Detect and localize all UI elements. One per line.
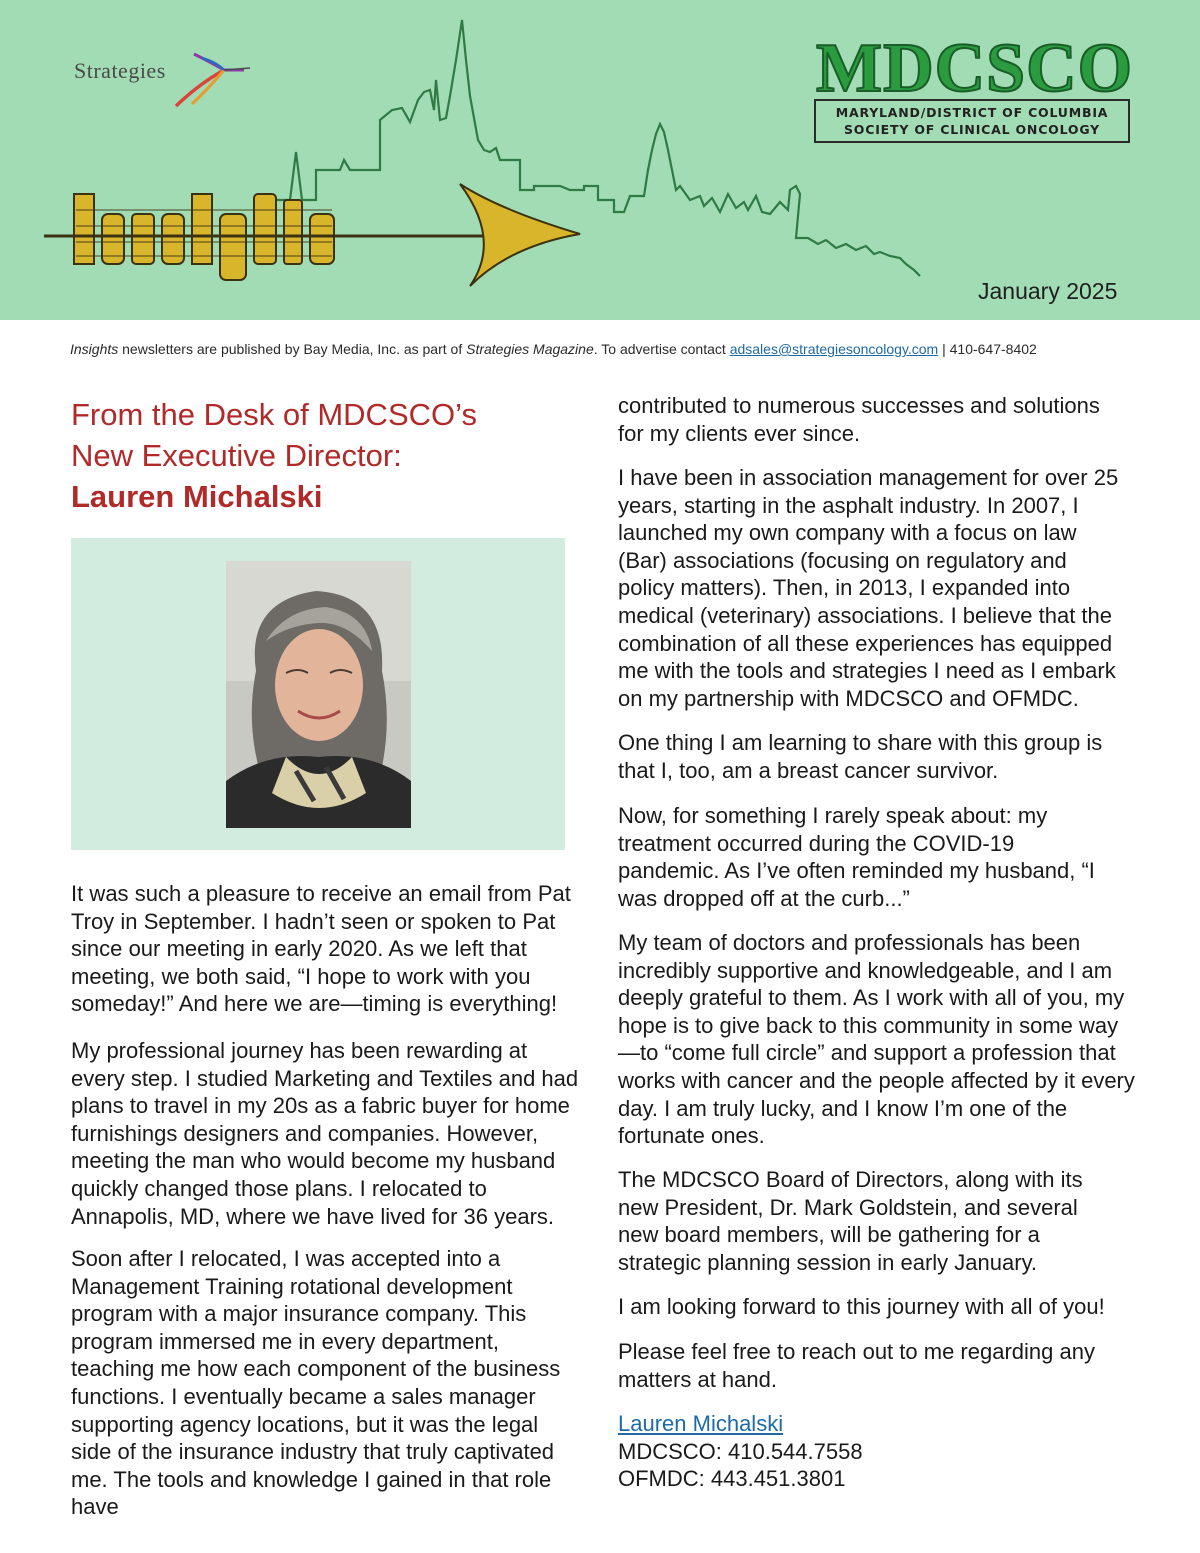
- publisher-text-b: . To advertise contact: [593, 341, 730, 357]
- signature-name-link[interactable]: Lauren Michalski: [618, 1411, 784, 1436]
- headline-author: Lauren Michalski: [71, 479, 323, 514]
- insights-wordmark-graphic: [40, 180, 600, 290]
- left-paragraph-3: Soon after I relocated, I was accepted into a Management Training rotational development program with a major insurance company. This program immersed me in every department, teaching me how each component of the business functions. I eventually became a sales manager supporting agency locations, but it was the legal side of the insurance industry that truly captivated me. The tools and knowledge I gained in that role have: [71, 1246, 561, 1520]
- publisher-line: [70, 341, 1037, 357]
- left-paragraph-1: It was such a pleasure to receive an email from Pat Troy in September. I hadn’t seen or spoken to Pat since our meeting in early 2020. As we left that meeting, we both said, “I hope to work with you someday!” And here we are—timing is everything!: [71, 881, 571, 1017]
- mdcsco-logo-text: MDCSCO: [816, 30, 1134, 107]
- article-headline: [71, 394, 571, 517]
- signature-block: [618, 1410, 1158, 1493]
- org-full-name-box: [814, 99, 1130, 143]
- ad-sales-email-link[interactable]: adsales@strategiesoncology.com: [729, 341, 939, 357]
- org-name-line2: SOCIETY OF CLINICAL ONCOLOGY: [844, 122, 1100, 137]
- author-portrait-image: [226, 561, 411, 828]
- headline-line1: From the Desk of MDCSCO’s: [71, 397, 477, 432]
- left-paragraph-2: My professional journey has been rewarding at every step. I studied Marketing and Textiles and had plans to travel in my 20s as a fabric buyer for home furnishings designers and companies. However, meeting the man who would become my husband quickly changed those plans. I relocated to Annapolis, MD, where we have lived for 36 years.: [71, 1038, 579, 1229]
- right-paragraph-4: Now, for something I rarely speak about: my treatment occurred during the COVID-19 pandemic. As I’ve often reminded my husband, “I was dropped off at the curb...”: [618, 803, 1095, 911]
- header-banner: [0, 0, 1200, 320]
- publisher-text-a: newsletters are published by Bay Media, Inc. as part of: [118, 341, 467, 357]
- publisher-text-c: | 410-647-8402: [938, 341, 1037, 357]
- right-paragraph-6: The MDCSCO Board of Directors, along with its new President, Dr. Mark Goldstein, and several new board members, will be gathering for a strategic planning session in early January.: [618, 1167, 1083, 1275]
- right-paragraph-5: My team of doctors and professionals has been incredibly supportive and knowledgeable, and I am deeply grateful to them. As I work with all of you, my hope is to give back to this community in some way—to “come full circle” and support a profession that works with cancer and the people affected by it every day. I am truly lucky, and I know I’m one of the fortunate ones.: [618, 930, 1135, 1149]
- right-paragraph-7: I am looking forward to this journey with all of you!: [618, 1294, 1105, 1319]
- issue-date: January 2025: [978, 278, 1118, 304]
- right-paragraph-1: contributed to numerous successes and solutions for my clients ever since.: [618, 393, 1100, 446]
- right-paragraph-3: One thing I am learning to share with this group is that I, too, am a breast cancer survivor.: [618, 730, 1103, 783]
- publication-name: Insights: [70, 341, 119, 357]
- org-name-line1: MARYLAND/DISTRICT OF COLUMBIA: [835, 105, 1109, 120]
- right-paragraph-8: Please feel free to reach out to me regarding any matters at hand.: [618, 1339, 1095, 1392]
- signature-phone-ofmdc: OFMDC: 443.451.3801: [618, 1466, 846, 1492]
- right-paragraph-2: I have been in association management for over 25 years, starting in the asphalt industry. In 2007, I launched my own company with a focus on law (Bar) associations (focusing on regulatory and policy matters). Then, in 2013, I expanded into medical (veterinary) associations. I believe that the combination of all these experiences has equipped me with the tools and strategies I need as I embark on my partnership with MDCSCO and OFMDC.: [618, 465, 1119, 711]
- strategies-brand-text: Strategies: [74, 58, 166, 83]
- headline-line2: New Executive Director:: [71, 438, 402, 473]
- signature-phone-mdcsco: MDCSCO: 410.544.7558: [618, 1438, 863, 1464]
- magazine-name: Strategies Magazine: [466, 341, 594, 357]
